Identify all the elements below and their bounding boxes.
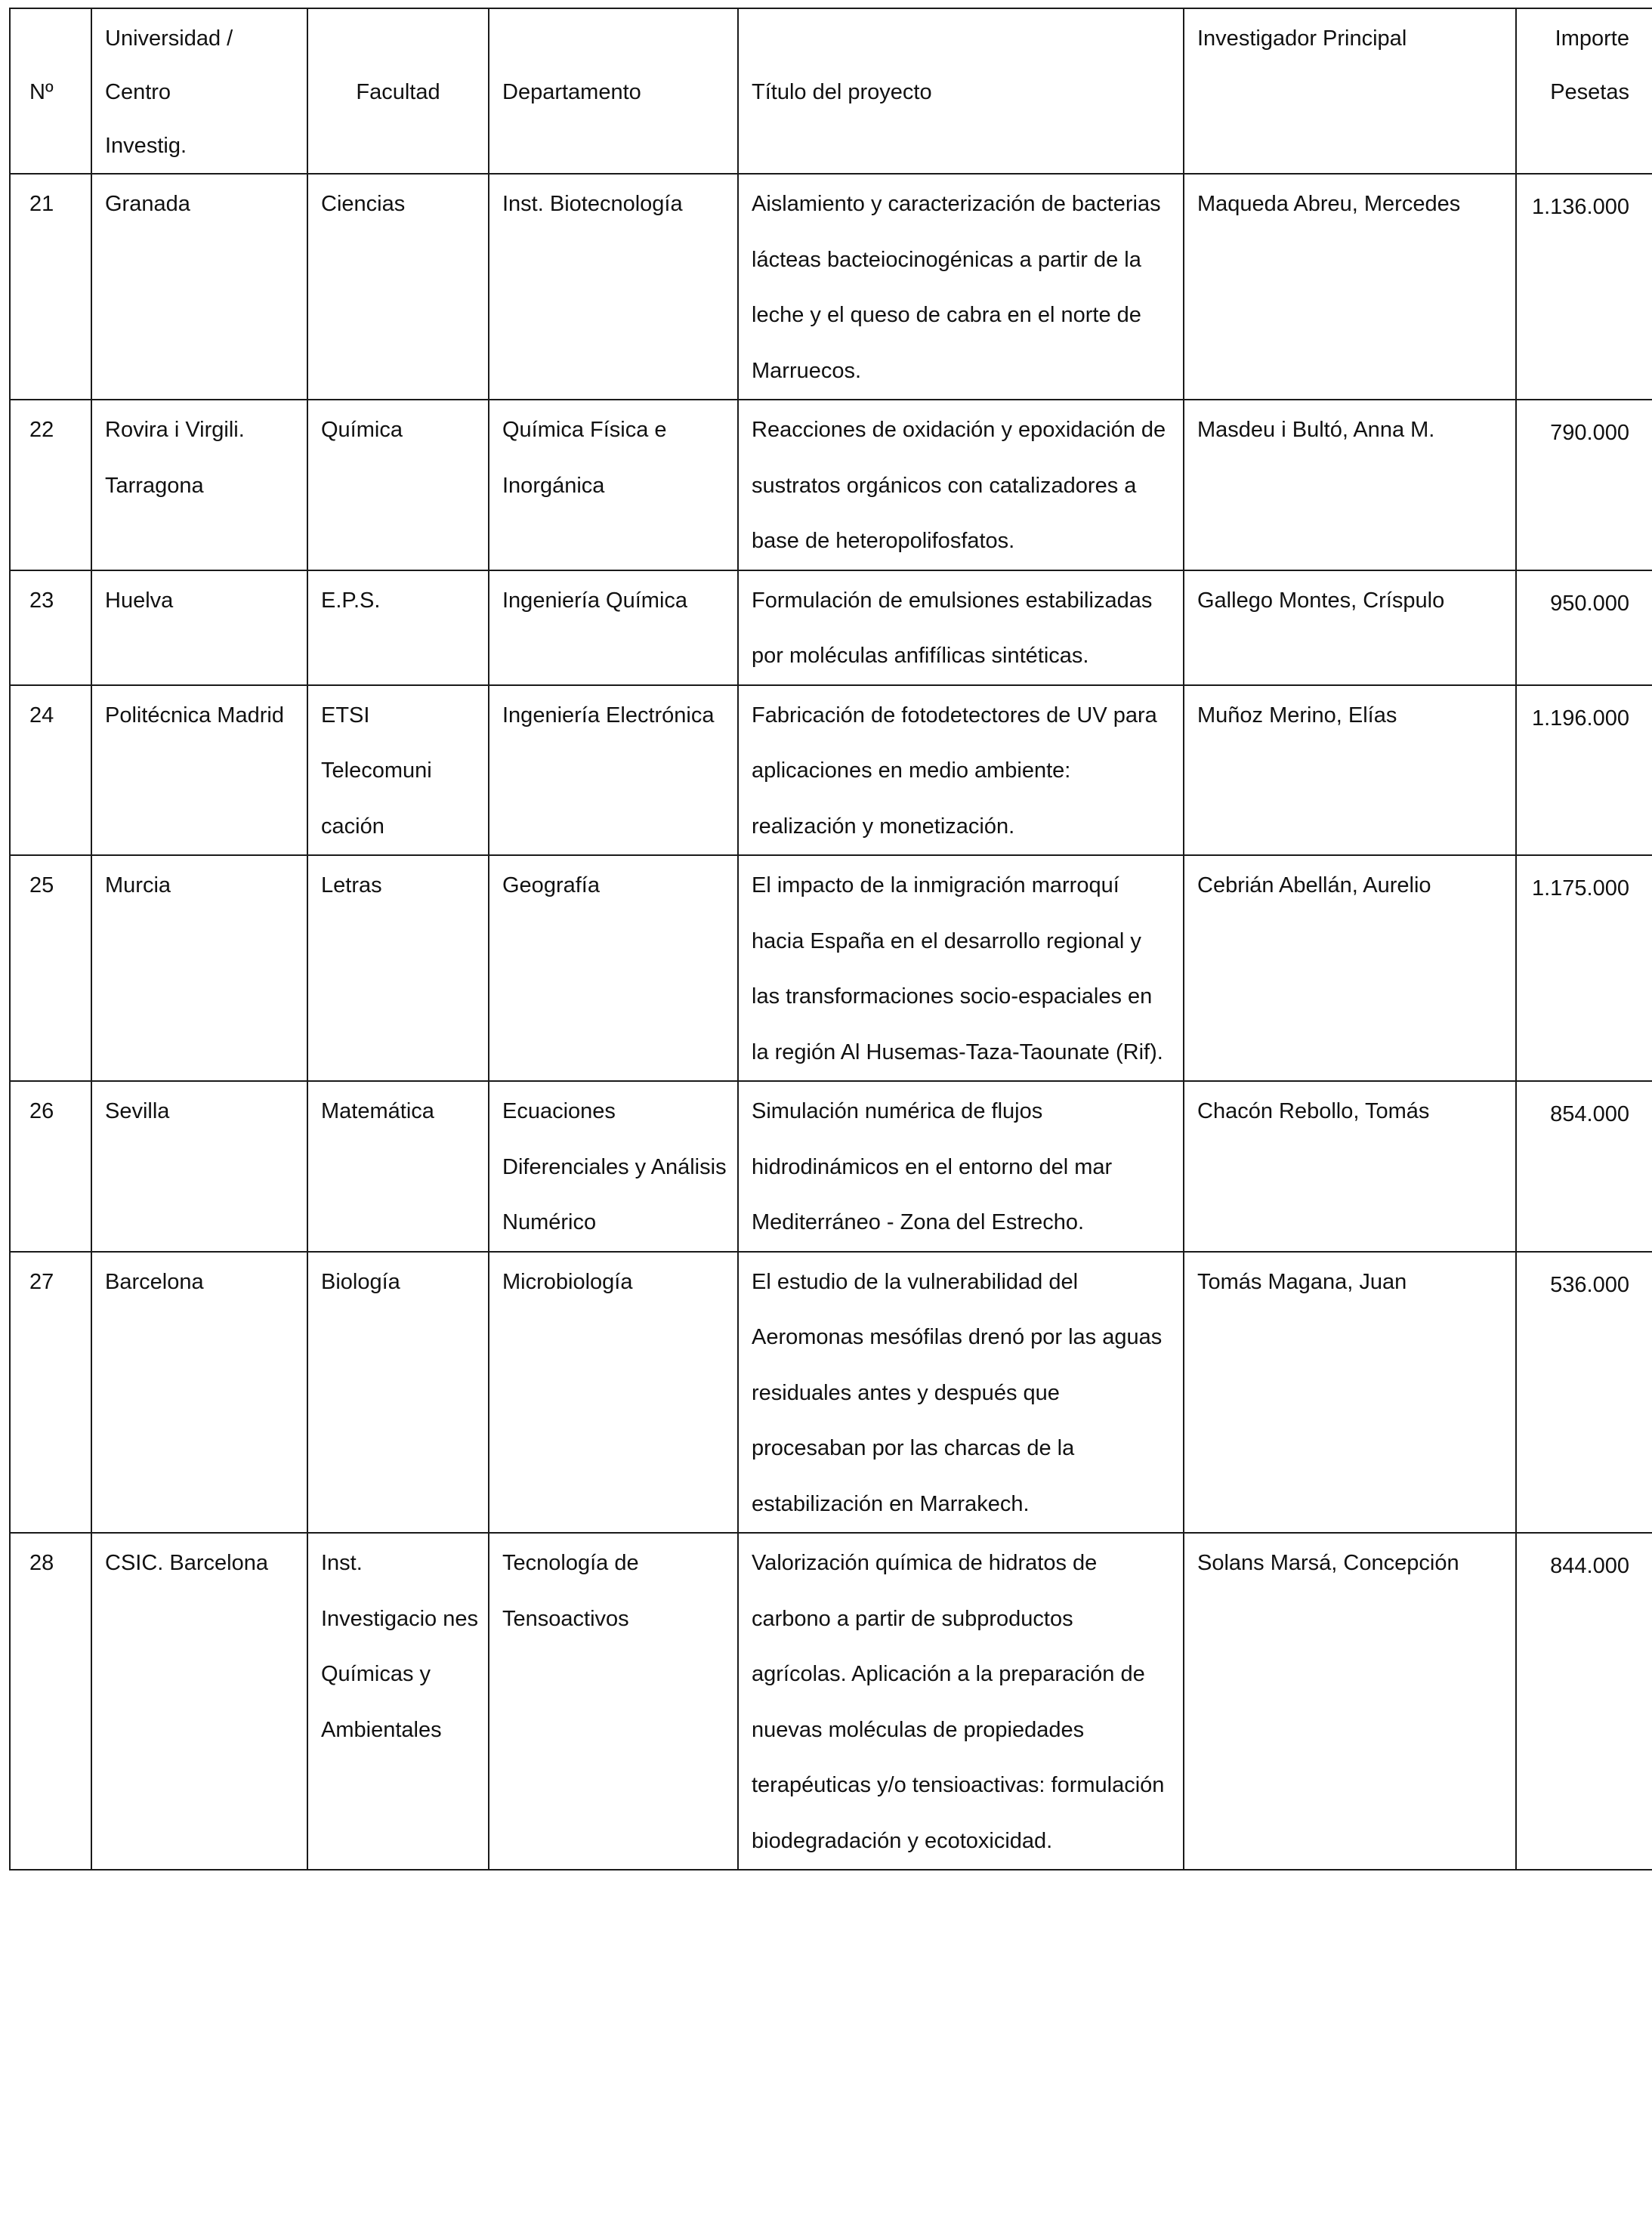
table-row	[10, 1533, 1652, 1870]
cell-importe: 790.000	[1516, 400, 1652, 570]
cell-titulo: Valorización química de hidratos de carbono a partir de subproductos agrícolas. Aplicación a la preparación de nuevas moléculas de propiedades terapéuticas y/o tensioactivas: formulación biodegradación y ecotoxicidad.	[738, 1533, 1184, 1870]
cell-facultad: Inst. Investigacio nes Químicas y Ambientales	[307, 1533, 489, 1870]
cell-facultad: Letras	[307, 855, 489, 1081]
cell-departamento: Geografía	[489, 855, 738, 1081]
cell-no: 24	[10, 685, 91, 856]
table-row	[10, 1081, 1652, 1252]
cell-universidad: Huelva	[91, 570, 307, 685]
cell-universidad: Murcia	[91, 855, 307, 1081]
header-investigador: Investigador Principal	[1184, 8, 1516, 174]
cell-no: 23	[10, 570, 91, 685]
cell-departamento: Tecnología de Tensoactivos	[489, 1533, 738, 1870]
cell-investigador: Tomás Magana, Juan	[1184, 1252, 1516, 1534]
table-row	[10, 685, 1652, 856]
table-row	[10, 400, 1652, 570]
cell-departamento: Inst. Biotecnología	[489, 174, 738, 400]
cell-departamento: Ecuaciones Diferenciales y Análisis Numérico	[489, 1081, 738, 1252]
cell-titulo: Aislamiento y caracterización de bacterias lácteas bacteiocinogénicas a partir de la leche y el queso de cabra en el norte de Marruecos.	[738, 174, 1184, 400]
cell-importe: 536.000	[1516, 1252, 1652, 1534]
cell-importe: 950.000	[1516, 570, 1652, 685]
cell-importe: 854.000	[1516, 1081, 1652, 1252]
cell-no: 27	[10, 1252, 91, 1534]
cell-investigador: Solans Marsá, Concepción	[1184, 1533, 1516, 1870]
header-universidad: Universidad / Centro Investig.	[91, 8, 307, 174]
header-departamento: Departamento	[489, 8, 738, 174]
cell-investigador: Gallego Montes, Críspulo	[1184, 570, 1516, 685]
header-titulo: Título del proyecto	[738, 8, 1184, 174]
cell-investigador: Chacón Rebollo, Tomás	[1184, 1081, 1516, 1252]
cell-titulo: Reacciones de oxidación y epoxidación de sustratos orgánicos con catalizadores a base de heteropolifosfatos.	[738, 400, 1184, 570]
cell-facultad: Química	[307, 400, 489, 570]
cell-facultad: Ciencias	[307, 174, 489, 400]
table-row	[10, 174, 1652, 400]
cell-facultad: E.P.S.	[307, 570, 489, 685]
table-row	[10, 1252, 1652, 1534]
cell-facultad: ETSI Telecomuni cación	[307, 685, 489, 856]
cell-departamento: Química Física e Inorgánica	[489, 400, 738, 570]
cell-universidad: Sevilla	[91, 1081, 307, 1252]
cell-investigador: Maqueda Abreu, Mercedes	[1184, 174, 1516, 400]
cell-no: 21	[10, 174, 91, 400]
cell-no: 25	[10, 855, 91, 1081]
table-header	[10, 8, 1652, 174]
cell-departamento: Ingeniería Química	[489, 570, 738, 685]
cell-titulo: Fabricación de fotodetectores de UV para aplicaciones en medio ambiente: realización y monetización.	[738, 685, 1184, 856]
cell-investigador: Masdeu i Bultó, Anna M.	[1184, 400, 1516, 570]
cell-titulo: Simulación numérica de flujos hidrodinámicos en el entorno del mar Mediterráneo - Zona del Estrecho.	[738, 1081, 1184, 1252]
table-row	[10, 855, 1652, 1081]
cell-departamento: Ingeniería Electrónica	[489, 685, 738, 856]
cell-importe: 1.196.000	[1516, 685, 1652, 856]
table-row	[10, 570, 1652, 685]
cell-importe: 1.175.000	[1516, 855, 1652, 1081]
header-importe: Importe Pesetas	[1516, 8, 1652, 174]
cell-importe: 1.136.000	[1516, 174, 1652, 400]
cell-universidad: Rovira i Virgili. Tarragona	[91, 400, 307, 570]
cell-universidad: Barcelona	[91, 1252, 307, 1534]
cell-investigador: Cebrián Abellán, Aurelio	[1184, 855, 1516, 1081]
cell-investigador: Muñoz Merino, Elías	[1184, 685, 1516, 856]
header-row	[10, 8, 1652, 174]
header-facultad: Facultad	[307, 8, 489, 174]
cell-titulo: El estudio de la vulnerabilidad del Aeromonas mesófilas drenó por las aguas residuales antes y después que procesaban por las charcas de la estabilización en Marrakech.	[738, 1252, 1184, 1534]
header-no: Nº	[10, 8, 91, 174]
cell-no: 28	[10, 1533, 91, 1870]
cell-no: 22	[10, 400, 91, 570]
cell-universidad: Politécnica Madrid	[91, 685, 307, 856]
cell-universidad: Granada	[91, 174, 307, 400]
cell-facultad: Matemática	[307, 1081, 489, 1252]
cell-facultad: Biología	[307, 1252, 489, 1534]
cell-universidad: CSIC. Barcelona	[91, 1533, 307, 1870]
cell-titulo: Formulación de emulsiones estabilizadas por moléculas anfifílicas sintéticas.	[738, 570, 1184, 685]
cell-titulo: El impacto de la inmigración marroquí hacia España en el desarrollo regional y las transformaciones socio-espaciales en la región Al Husemas-Taza-Taounate (Rif).	[738, 855, 1184, 1081]
cell-no: 26	[10, 1081, 91, 1252]
table-body	[10, 174, 1652, 1870]
cell-departamento: Microbiología	[489, 1252, 738, 1534]
projects-table	[9, 8, 1652, 1870]
cell-importe: 844.000	[1516, 1533, 1652, 1870]
